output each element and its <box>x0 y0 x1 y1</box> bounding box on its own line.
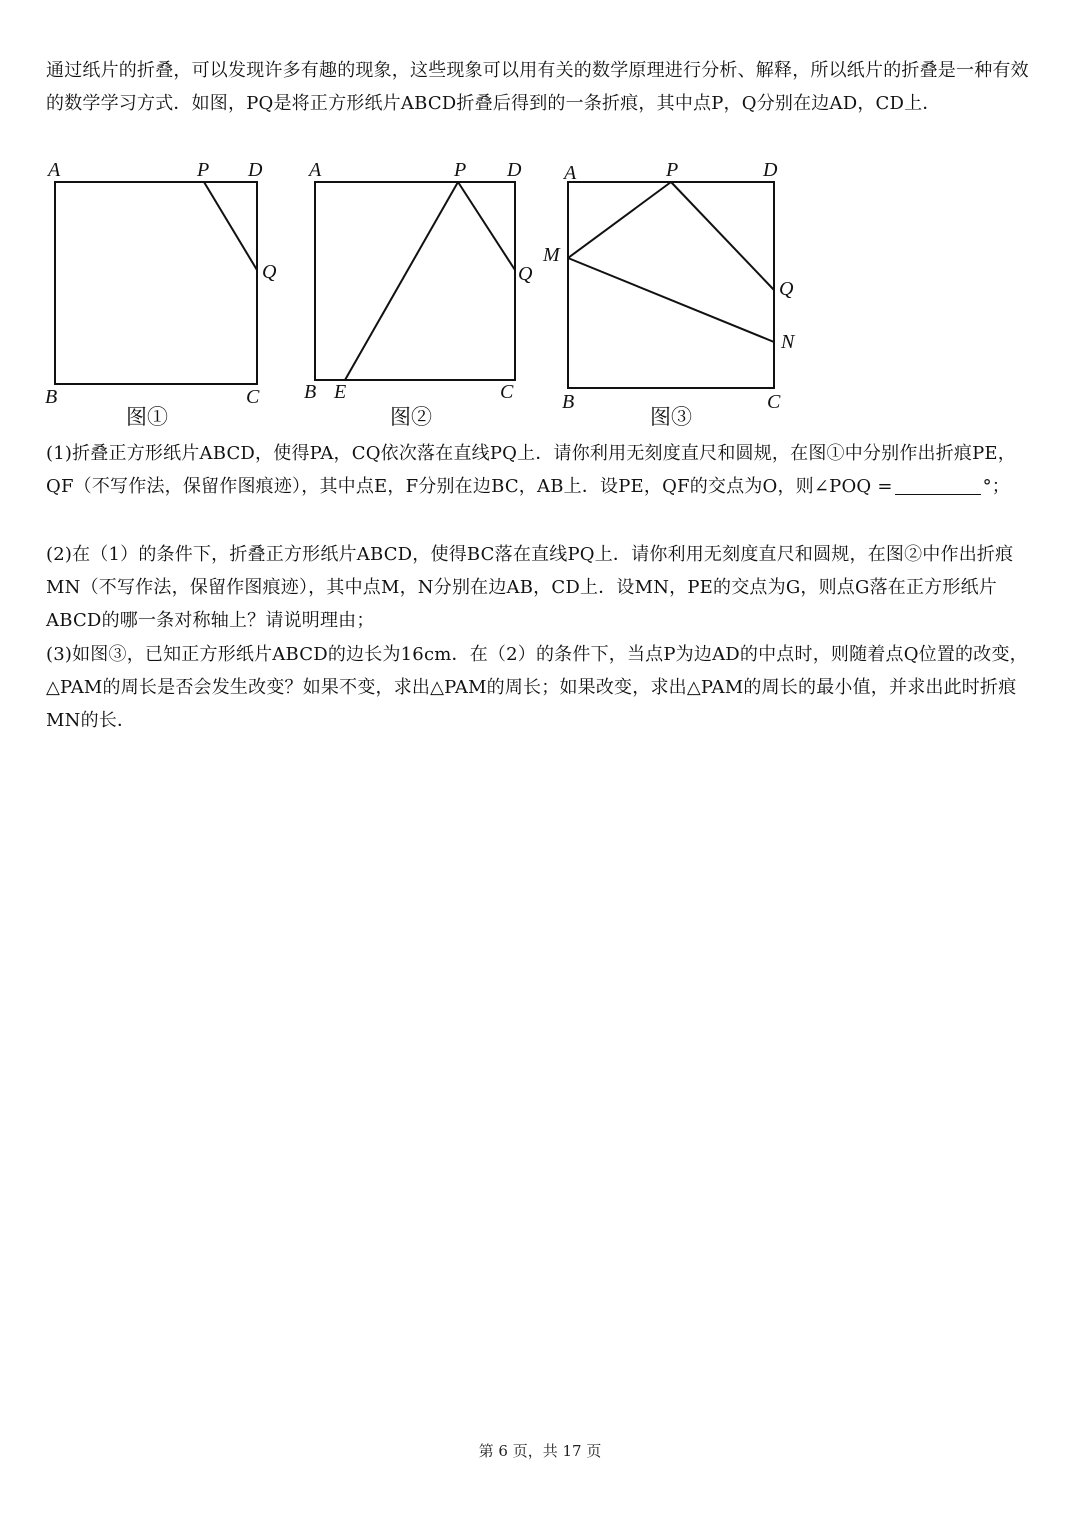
question-2: (2)在（1）的条件下，折叠正方形纸片ABCD，使得BC落在直线PQ上．请你利用无刻度直尺和圆规，在图②中作出折痕MN（不写作法，保留作图痕迹），其中点M，N分别在边AB，CD上．设MN，PE的交点为G，则点G落在正方形纸片ABCD的哪一条对称轴上？请说明理由； <box>46 544 1014 631</box>
fig1-label-d: D <box>248 159 263 181</box>
fig3-label-n: N <box>781 331 795 353</box>
fig1-label-q: Q <box>262 261 277 283</box>
figure-3 <box>542 159 796 429</box>
question-1 <box>46 437 1036 503</box>
question-1-suffix: °； <box>982 476 1011 497</box>
fig2-label-e: E <box>334 381 347 403</box>
fig2-label-q: Q <box>518 263 533 285</box>
fig3-segment-mp <box>568 182 671 258</box>
fig3-label-m: M <box>543 244 560 266</box>
fig2-crease-pe <box>345 182 458 380</box>
fig3-label-q: Q <box>779 278 794 300</box>
fig2-label-b: B <box>304 381 317 403</box>
fig2-label-p: P <box>454 159 467 181</box>
fig3-square <box>568 182 774 388</box>
fig3-label-a: A <box>564 162 577 184</box>
fig3-crease-mn <box>568 258 774 342</box>
intro-paragraph: 通过纸片的折叠，可以发现许多有趣的现象，这些现象可以用有关的数学原理进行分析、解释，所以纸片的折叠是一种有效的数学学习方式．如图，PQ是将正方形纸片ABCD折叠后得到的一条折痕，其中点P，Q分别在边AD，CD上． <box>46 60 1029 114</box>
answer-blank[interactable] <box>895 476 981 495</box>
fig1-label-p: P <box>197 159 210 181</box>
figure-2 <box>304 159 533 429</box>
fig1-label-b: B <box>45 386 58 408</box>
fig3-label-p: P <box>666 159 679 181</box>
fig3-caption: 图③ <box>650 405 692 429</box>
fig1-square <box>55 182 257 384</box>
fig2-caption: 图② <box>390 405 432 429</box>
fig3-label-d: D <box>763 159 778 181</box>
fig3-label-b: B <box>562 391 575 413</box>
figure-1 <box>45 159 277 429</box>
page-footer: 第 6 页，共 17 页 <box>478 1442 602 1460</box>
fig3-crease-pq <box>671 182 774 290</box>
fig1-caption: 图① <box>126 405 168 429</box>
question-3: (3)如图③，已知正方形纸片ABCD的边长为16cm．在（2）的条件下，当点P为边AD的中点时，则随着点Q位置的改变，△PAM的周长是否会发生改变？如果不变，求出△PAM的周长；如果改变，求出△PAM的周长的最小值，并求出此时折痕MN的长． <box>46 644 1028 731</box>
fig1-crease-pq <box>204 182 257 270</box>
fig2-square <box>315 182 515 380</box>
fig2-label-d: D <box>507 159 522 181</box>
fig1-label-a: A <box>48 159 61 181</box>
fig1-label-c: C <box>246 386 260 408</box>
fig2-crease-pq <box>458 182 515 270</box>
question-1-text: (1)折叠正方形纸片ABCD，使得PA，CQ依次落在直线PQ上．请你利用无刻度直尺和圆规，在图①中分别作出折痕PE，QF（不写作法，保留作图痕迹），其中点E，F分别在边BC，AB上．设PE，QF的交点为O，则∠POQ = <box>46 443 1016 497</box>
fig2-label-a: A <box>309 159 322 181</box>
fig2-label-c: C <box>500 381 514 403</box>
figures-panel <box>0 150 1080 435</box>
fig3-label-c: C <box>767 391 781 413</box>
